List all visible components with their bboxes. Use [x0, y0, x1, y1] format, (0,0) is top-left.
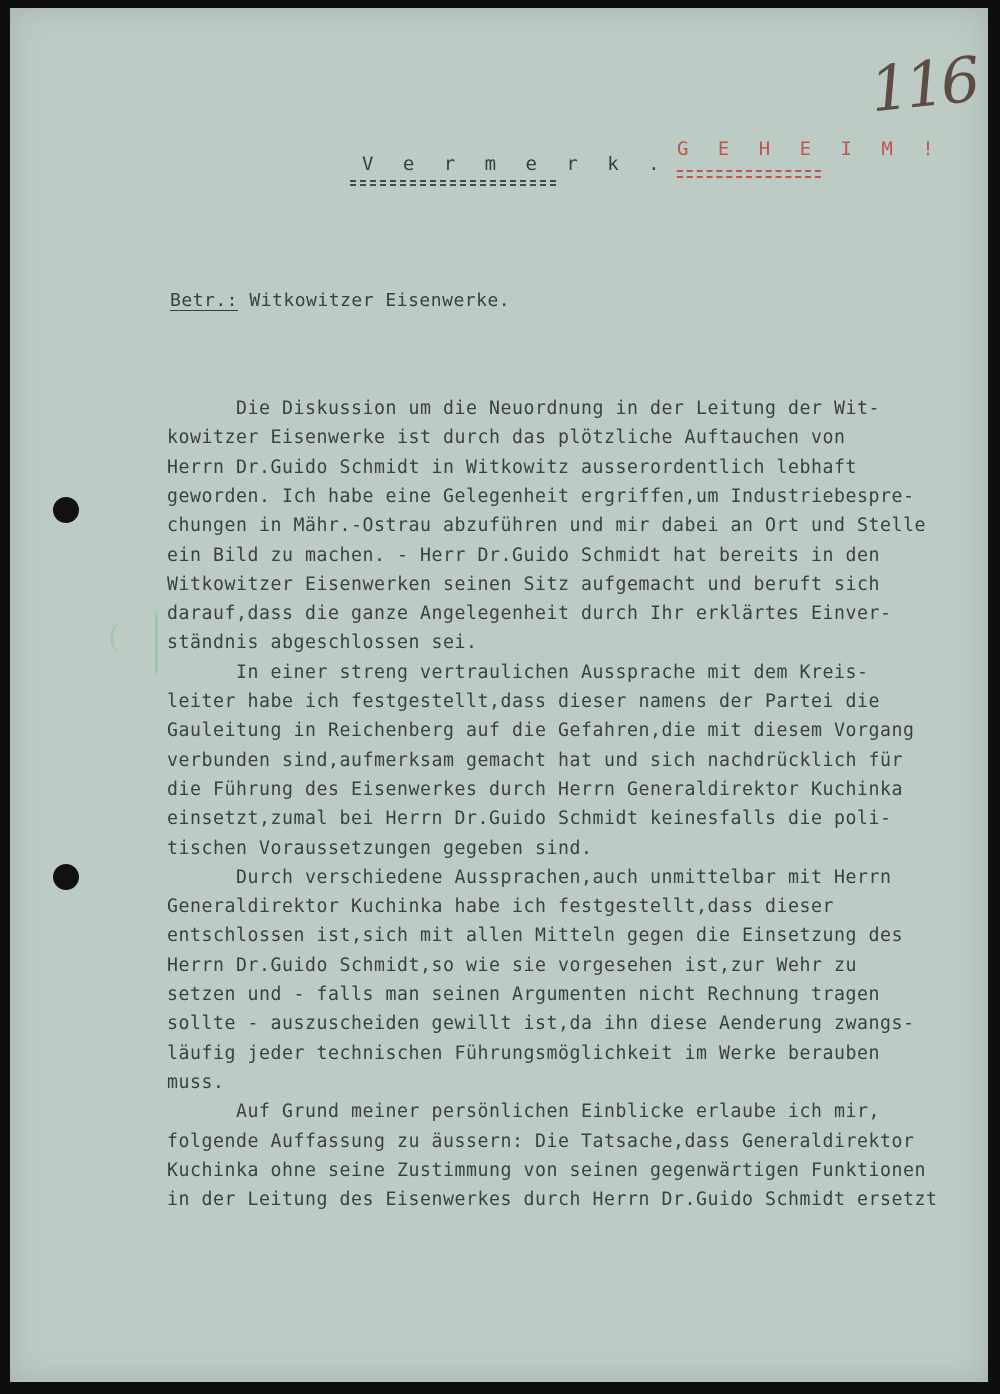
body-line: einsetzt,zumal bei Herrn Dr.Guido Schmidt keinesfalls die poli- — [167, 808, 892, 830]
body-line: die Führung des Eisenwerkes durch Herrn Generaldirektor Kuchinka — [167, 778, 903, 800]
body-line: tischen Voraussetzungen gegeben sind. — [167, 837, 593, 859]
body-line: darauf,dass die ganze Angelegenheit durch Ihr erklärtes Einver- — [167, 603, 892, 625]
classification-stamp: G E H E I M ! — [677, 138, 943, 160]
body-line: in der Leitung des Eisenwerkes durch Herrn Dr.Guido Schmidt ersetzt — [167, 1189, 938, 1211]
body-line: Gauleitung in Reichenberg auf die Gefahren,die mit diesem Vorgang — [167, 720, 915, 742]
document-title: V e r m e r k . — [362, 153, 669, 175]
body-line: chungen in Mähr.-Ostrau abzuführen und mir dabei an Ort und Stelle — [167, 515, 926, 537]
punch-hole-lower — [53, 864, 79, 890]
body-line: folgende Auffassung zu äussern: Die Tatsache,dass Generaldirektor — [167, 1130, 915, 1152]
body-line: Die Diskussion um die Neuordnung in der Leitung der Wit- — [167, 398, 880, 419]
body-line: Kuchinka ohne seine Zustimmung von seinen gegenwärtigen Funktionen — [167, 1159, 926, 1181]
body-line: läufig jeder technischen Führungsmöglichkeit im Werke berauben — [167, 1042, 880, 1064]
body-line: sollte - auszuscheiden gewillt ist,da ihn diese Aenderung zwangs- — [167, 1013, 915, 1035]
subject-label: Betr.: — [170, 290, 239, 311]
body-line: Herrn Dr.Guido Schmidt,so wie sie vorgesehen ist,zur Wehr zu — [167, 954, 857, 976]
subject-line — [170, 290, 510, 311]
document-page — [10, 8, 988, 1382]
body-line: entschlossen ist,sich mit allen Mitteln gegen die Einsetzung des — [167, 925, 903, 947]
body-line: Generaldirektor Kuchinka habe ich festgestellt,dass dieser — [167, 896, 834, 918]
body-line: ein Bild zu machen. - Herr Dr.Guido Schmidt hat bereits in den — [167, 544, 880, 566]
body-line: muss. — [167, 1071, 225, 1093]
margin-pencil-annotation: ( — [108, 620, 120, 655]
body-line: In einer streng vertraulichen Aussprache mit dem Kreis- — [167, 661, 869, 683]
body-line: setzen und - falls man seinen Argumenten nicht Rechnung tragen — [167, 984, 880, 1005]
body-line: kowitzer Eisenwerke ist durch das plötzliche Auftauchen von — [167, 427, 846, 449]
body-line: Witkowitzer Eisenwerken seinen Sitz aufgemacht und beruft sich — [167, 573, 880, 595]
body-line: verbunden sind,aufmerksam gemacht hat und sich nachdrücklich für — [167, 749, 903, 771]
classification-underline — [677, 170, 821, 178]
body-line: geworden. Ich habe eine Gelegenheit ergriffen,um Industriebespre- — [167, 485, 915, 507]
body-line: leiter habe ich festgestellt,dass dieser namens der Partei die — [167, 691, 880, 712]
subject-text: Witkowitzer Eisenwerke. — [249, 290, 511, 311]
body-line: Auf Grund meiner persönlichen Einblicke erlaube ich mir, — [167, 1101, 880, 1123]
title-underline — [350, 180, 556, 186]
punch-hole-upper — [53, 497, 79, 523]
margin-pencil-mark — [155, 613, 158, 673]
body-line: ständnis abgeschlossen sei. — [167, 632, 478, 654]
handwritten-page-number: 116 — [866, 42, 980, 127]
body-line: Durch verschiedene Aussprachen,auch unmittelbar mit Herrn — [167, 866, 892, 888]
body-line: Herrn Dr.Guido Schmidt in Witkowitz ausserordentlich lebhaft — [167, 456, 857, 478]
